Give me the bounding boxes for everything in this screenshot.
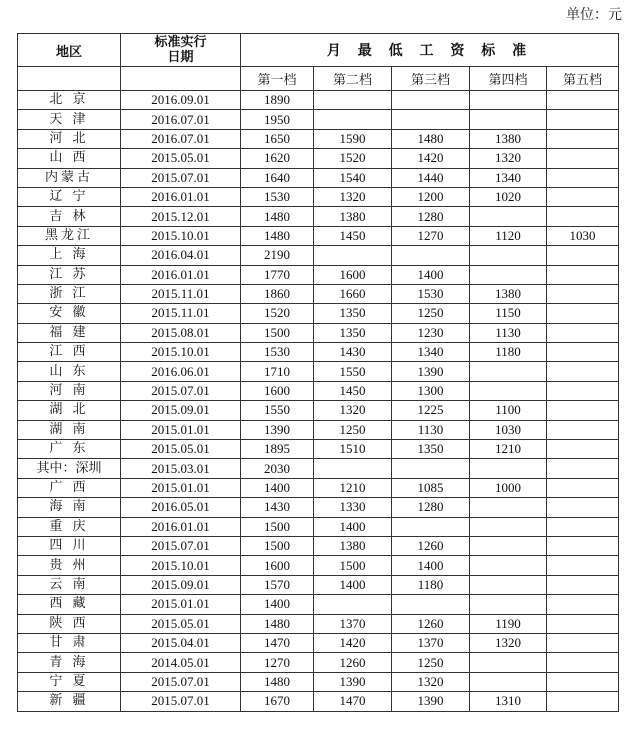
cell-tier-5 (547, 672, 619, 691)
cell-region: 江 西 (18, 343, 121, 362)
cell-date: 2016.05.01 (121, 498, 241, 517)
cell-date: 2015.04.01 (121, 633, 241, 652)
cell-tier-3 (392, 517, 470, 536)
cell-date: 2016.01.01 (121, 187, 241, 206)
cell-region: 福 建 (18, 323, 121, 342)
cell-region: 四 川 (18, 536, 121, 555)
cell-tier-3: 1280 (392, 498, 470, 517)
cell-tier-3: 1440 (392, 168, 470, 187)
cell-date: 2016.07.01 (121, 110, 241, 129)
cell-tier-1: 1895 (241, 440, 314, 459)
cell-tier-4 (470, 575, 547, 594)
cell-tier-5 (547, 517, 619, 536)
cell-region: 河 南 (18, 381, 121, 400)
cell-region: 云 南 (18, 575, 121, 594)
header-tier-3: 第三档 (392, 67, 470, 91)
cell-tier-4 (470, 653, 547, 672)
cell-tier-1: 1710 (241, 362, 314, 381)
cell-tier-5 (547, 129, 619, 148)
cell-tier-2: 1600 (314, 265, 392, 284)
cell-date: 2015.07.01 (121, 168, 241, 187)
header-date-line1: 标准实行 (154, 35, 207, 50)
cell-tier-2: 1590 (314, 129, 392, 148)
table-row (18, 478, 619, 497)
cell-tier-3: 1280 (392, 207, 470, 226)
cell-tier-2: 1660 (314, 284, 392, 303)
cell-tier-1: 1520 (241, 304, 314, 323)
cell-tier-3: 1270 (392, 226, 470, 245)
cell-tier-1: 1500 (241, 323, 314, 342)
cell-region: 山 西 (18, 149, 121, 168)
table-row (18, 284, 619, 303)
cell-region: 宁 夏 (18, 672, 121, 691)
cell-tier-2: 1450 (314, 226, 392, 245)
cell-tier-2: 1550 (314, 362, 392, 381)
cell-tier-5 (547, 653, 619, 672)
cell-tier-2: 1510 (314, 440, 392, 459)
cell-date: 2014.05.01 (121, 653, 241, 672)
cell-tier-1: 1620 (241, 149, 314, 168)
cell-region: 北 京 (18, 91, 121, 110)
header-tier-5: 第五档 (547, 67, 619, 91)
cell-tier-5 (547, 381, 619, 400)
table-row (18, 207, 619, 226)
cell-tier-4 (470, 595, 547, 614)
cell-tier-5 (547, 614, 619, 633)
cell-tier-5 (547, 633, 619, 652)
cell-tier-4 (470, 672, 547, 691)
cell-tier-4 (470, 459, 547, 478)
table-row (18, 381, 619, 400)
cell-tier-2 (314, 91, 392, 110)
cell-date: 2015.11.01 (121, 304, 241, 323)
cell-tier-3: 1350 (392, 440, 470, 459)
cell-tier-3: 1250 (392, 304, 470, 323)
unit-label: 单位：元 (566, 7, 622, 23)
cell-tier-1: 1530 (241, 187, 314, 206)
cell-tier-2: 1400 (314, 575, 392, 594)
cell-tier-3: 1390 (392, 362, 470, 381)
cell-tier-4: 1020 (470, 187, 547, 206)
cell-region: 贵 州 (18, 556, 121, 575)
table-row (18, 323, 619, 342)
cell-tier-5 (547, 304, 619, 323)
header-tier-2: 第二档 (314, 67, 392, 91)
cell-tier-1: 1480 (241, 207, 314, 226)
cell-date: 2015.01.01 (121, 420, 241, 439)
cell-tier-3: 1390 (392, 692, 470, 711)
cell-tier-2: 1320 (314, 187, 392, 206)
cell-tier-2 (314, 595, 392, 614)
cell-tier-1: 1430 (241, 498, 314, 517)
cell-date: 2016.07.01 (121, 129, 241, 148)
table-row (18, 246, 619, 265)
cell-tier-5 (547, 595, 619, 614)
cell-tier-4: 1380 (470, 284, 547, 303)
cell-tier-3 (392, 595, 470, 614)
cell-date: 2015.01.01 (121, 478, 241, 497)
cell-tier-5 (547, 692, 619, 711)
table-row (18, 110, 619, 129)
cell-tier-1: 1500 (241, 536, 314, 555)
cell-date: 2016.04.01 (121, 246, 241, 265)
cell-tier-5 (547, 91, 619, 110)
cell-tier-2: 1380 (314, 536, 392, 555)
table-row (18, 614, 619, 633)
cell-tier-2 (314, 110, 392, 129)
cell-tier-3: 1250 (392, 653, 470, 672)
cell-tier-4 (470, 498, 547, 517)
cell-date: 2015.01.01 (121, 595, 241, 614)
cell-tier-4 (470, 246, 547, 265)
cell-tier-3: 1370 (392, 633, 470, 652)
cell-tier-5: 1030 (547, 226, 619, 245)
cell-tier-4: 1190 (470, 614, 547, 633)
table-row (18, 595, 619, 614)
cell-date: 2015.07.01 (121, 672, 241, 691)
subheader-empty-date (121, 67, 241, 91)
cell-tier-2: 1250 (314, 420, 392, 439)
table-row (18, 168, 619, 187)
cell-tier-1: 1550 (241, 401, 314, 420)
cell-tier-1: 1950 (241, 110, 314, 129)
cell-tier-4: 1180 (470, 343, 547, 362)
header-tier-4: 第四档 (470, 67, 547, 91)
cell-tier-2: 1330 (314, 498, 392, 517)
cell-date: 2015.09.01 (121, 401, 241, 420)
cell-tier-3: 1340 (392, 343, 470, 362)
cell-tier-4 (470, 207, 547, 226)
cell-tier-1: 1640 (241, 168, 314, 187)
cell-tier-1: 1530 (241, 343, 314, 362)
table-row (18, 672, 619, 691)
cell-tier-4 (470, 381, 547, 400)
table-row (18, 459, 619, 478)
subheader-row (18, 67, 619, 91)
cell-tier-1: 1500 (241, 517, 314, 536)
cell-tier-1: 2030 (241, 459, 314, 478)
cell-tier-5 (547, 420, 619, 439)
cell-tier-4: 1100 (470, 401, 547, 420)
table-row (18, 440, 619, 459)
table-row (18, 226, 619, 245)
cell-tier-2: 1210 (314, 478, 392, 497)
cell-tier-3 (392, 246, 470, 265)
cell-tier-4 (470, 110, 547, 129)
table-body (18, 91, 619, 712)
cell-tier-5 (547, 323, 619, 342)
cell-region: 山 东 (18, 362, 121, 381)
cell-tier-1: 1480 (241, 226, 314, 245)
cell-tier-5 (547, 478, 619, 497)
table-row (18, 187, 619, 206)
cell-region: 浙 江 (18, 284, 121, 303)
cell-date: 2015.09.01 (121, 575, 241, 594)
cell-tier-2: 1390 (314, 672, 392, 691)
cell-tier-4 (470, 91, 547, 110)
cell-tier-2: 1430 (314, 343, 392, 362)
cell-date: 2016.09.01 (121, 91, 241, 110)
cell-tier-2: 1320 (314, 401, 392, 420)
cell-tier-4: 1120 (470, 226, 547, 245)
cell-tier-2 (314, 246, 392, 265)
cell-date: 2015.11.01 (121, 284, 241, 303)
cell-tier-3: 1530 (392, 284, 470, 303)
cell-tier-5 (547, 168, 619, 187)
cell-region: 陕 西 (18, 614, 121, 633)
cell-tier-5 (547, 207, 619, 226)
table-row (18, 91, 619, 110)
cell-date: 2015.08.01 (121, 323, 241, 342)
table-row (18, 149, 619, 168)
cell-tier-1: 1650 (241, 129, 314, 148)
cell-tier-4: 1030 (470, 420, 547, 439)
cell-region: 安 徽 (18, 304, 121, 323)
cell-tier-5 (547, 536, 619, 555)
header-wage-group: 月 最 低 工 资 标 准 (241, 34, 619, 67)
cell-tier-1: 1570 (241, 575, 314, 594)
cell-tier-5 (547, 459, 619, 478)
cell-region: 海 南 (18, 498, 121, 517)
cell-tier-4 (470, 536, 547, 555)
subheader-empty-region (18, 67, 121, 91)
table-row (18, 633, 619, 652)
cell-tier-5 (547, 401, 619, 420)
cell-tier-5 (547, 343, 619, 362)
table-row (18, 343, 619, 362)
cell-tier-3: 1420 (392, 149, 470, 168)
cell-tier-4 (470, 517, 547, 536)
cell-date: 2016.06.01 (121, 362, 241, 381)
table-row (18, 556, 619, 575)
cell-tier-1: 1270 (241, 653, 314, 672)
cell-region: 广 西 (18, 478, 121, 497)
cell-tier-2: 1380 (314, 207, 392, 226)
cell-region: 江 苏 (18, 265, 121, 284)
cell-region: 黑龙江 (18, 226, 121, 245)
cell-tier-3: 1085 (392, 478, 470, 497)
cell-tier-3: 1260 (392, 536, 470, 555)
cell-date: 2015.05.01 (121, 440, 241, 459)
cell-tier-3: 1200 (392, 187, 470, 206)
table-row (18, 653, 619, 672)
cell-region: 西 藏 (18, 595, 121, 614)
cell-tier-4 (470, 556, 547, 575)
cell-date: 2015.07.01 (121, 692, 241, 711)
cell-tier-3: 1400 (392, 265, 470, 284)
cell-region: 湖 南 (18, 420, 121, 439)
cell-tier-3: 1230 (392, 323, 470, 342)
cell-date: 2015.07.01 (121, 536, 241, 555)
cell-tier-1: 1480 (241, 614, 314, 633)
cell-date: 2015.10.01 (121, 226, 241, 245)
cell-tier-5 (547, 284, 619, 303)
cell-date: 2016.01.01 (121, 517, 241, 536)
cell-tier-2: 1370 (314, 614, 392, 633)
minimum-wage-table (17, 33, 619, 712)
cell-date: 2015.05.01 (121, 149, 241, 168)
cell-tier-5 (547, 246, 619, 265)
table-row (18, 265, 619, 284)
cell-date: 2015.12.01 (121, 207, 241, 226)
cell-tier-4: 1320 (470, 633, 547, 652)
cell-tier-1: 1480 (241, 672, 314, 691)
cell-region: 天 津 (18, 110, 121, 129)
cell-tier-2: 1450 (314, 381, 392, 400)
cell-region: 湖 北 (18, 401, 121, 420)
cell-tier-1: 1670 (241, 692, 314, 711)
cell-tier-1: 1470 (241, 633, 314, 652)
cell-region: 青 海 (18, 653, 121, 672)
cell-tier-1: 1600 (241, 381, 314, 400)
cell-tier-3: 1225 (392, 401, 470, 420)
header-row (18, 34, 619, 67)
cell-tier-1: 1390 (241, 420, 314, 439)
table-row (18, 536, 619, 555)
cell-tier-2: 1400 (314, 517, 392, 536)
cell-tier-4: 1000 (470, 478, 547, 497)
cell-tier-4: 1320 (470, 149, 547, 168)
table-row (18, 692, 619, 711)
cell-region: 重 庆 (18, 517, 121, 536)
cell-tier-1: 1890 (241, 91, 314, 110)
cell-tier-3: 1260 (392, 614, 470, 633)
cell-region: 甘 肃 (18, 633, 121, 652)
cell-region: 上 海 (18, 246, 121, 265)
cell-tier-3 (392, 459, 470, 478)
cell-tier-1: 1770 (241, 265, 314, 284)
cell-tier-3: 1180 (392, 575, 470, 594)
cell-date: 2015.03.01 (121, 459, 241, 478)
cell-tier-5 (547, 498, 619, 517)
header-tier-1: 第一档 (241, 67, 314, 91)
table-row (18, 420, 619, 439)
table-row (18, 517, 619, 536)
cell-date: 2015.10.01 (121, 343, 241, 362)
table-row (18, 129, 619, 148)
cell-tier-3: 1400 (392, 556, 470, 575)
cell-tier-2: 1350 (314, 304, 392, 323)
cell-tier-4 (470, 362, 547, 381)
cell-tier-3: 1300 (392, 381, 470, 400)
table-row (18, 575, 619, 594)
cell-tier-4 (470, 265, 547, 284)
cell-tier-2 (314, 459, 392, 478)
cell-region: 内蒙古 (18, 168, 121, 187)
cell-tier-4: 1380 (470, 129, 547, 148)
cell-region: 辽 宁 (18, 187, 121, 206)
cell-tier-1: 1400 (241, 595, 314, 614)
cell-date: 2015.07.01 (121, 381, 241, 400)
cell-tier-3: 1130 (392, 420, 470, 439)
header-region: 地区 (18, 34, 121, 67)
cell-tier-1: 2190 (241, 246, 314, 265)
cell-tier-1: 1400 (241, 478, 314, 497)
cell-tier-3 (392, 91, 470, 110)
table-row (18, 401, 619, 420)
cell-tier-3: 1320 (392, 672, 470, 691)
cell-tier-2: 1520 (314, 149, 392, 168)
cell-tier-5 (547, 575, 619, 594)
cell-tier-4: 1310 (470, 692, 547, 711)
cell-tier-5 (547, 362, 619, 381)
cell-tier-5 (547, 149, 619, 168)
cell-date: 2016.01.01 (121, 265, 241, 284)
cell-tier-1: 1860 (241, 284, 314, 303)
cell-date: 2015.05.01 (121, 614, 241, 633)
cell-tier-4: 1150 (470, 304, 547, 323)
cell-tier-5 (547, 440, 619, 459)
cell-region: 河 北 (18, 129, 121, 148)
cell-tier-2: 1260 (314, 653, 392, 672)
cell-region: 其中：深圳 (18, 459, 121, 478)
cell-tier-2: 1470 (314, 692, 392, 711)
cell-region: 新 疆 (18, 692, 121, 711)
cell-tier-5 (547, 556, 619, 575)
table-row (18, 498, 619, 517)
cell-tier-5 (547, 265, 619, 284)
table-row (18, 304, 619, 323)
cell-tier-2: 1420 (314, 633, 392, 652)
cell-tier-4: 1130 (470, 323, 547, 342)
cell-tier-1: 1600 (241, 556, 314, 575)
cell-tier-2: 1500 (314, 556, 392, 575)
cell-region: 吉 林 (18, 207, 121, 226)
cell-date: 2015.10.01 (121, 556, 241, 575)
cell-tier-5 (547, 110, 619, 129)
cell-tier-3 (392, 110, 470, 129)
cell-region: 广 东 (18, 440, 121, 459)
header-date (121, 34, 241, 67)
cell-tier-5 (547, 187, 619, 206)
cell-tier-3: 1480 (392, 129, 470, 148)
cell-tier-4: 1210 (470, 440, 547, 459)
cell-tier-4: 1340 (470, 168, 547, 187)
cell-tier-2: 1540 (314, 168, 392, 187)
table-row (18, 362, 619, 381)
cell-tier-2: 1350 (314, 323, 392, 342)
header-date-line2: 日期 (167, 50, 194, 65)
